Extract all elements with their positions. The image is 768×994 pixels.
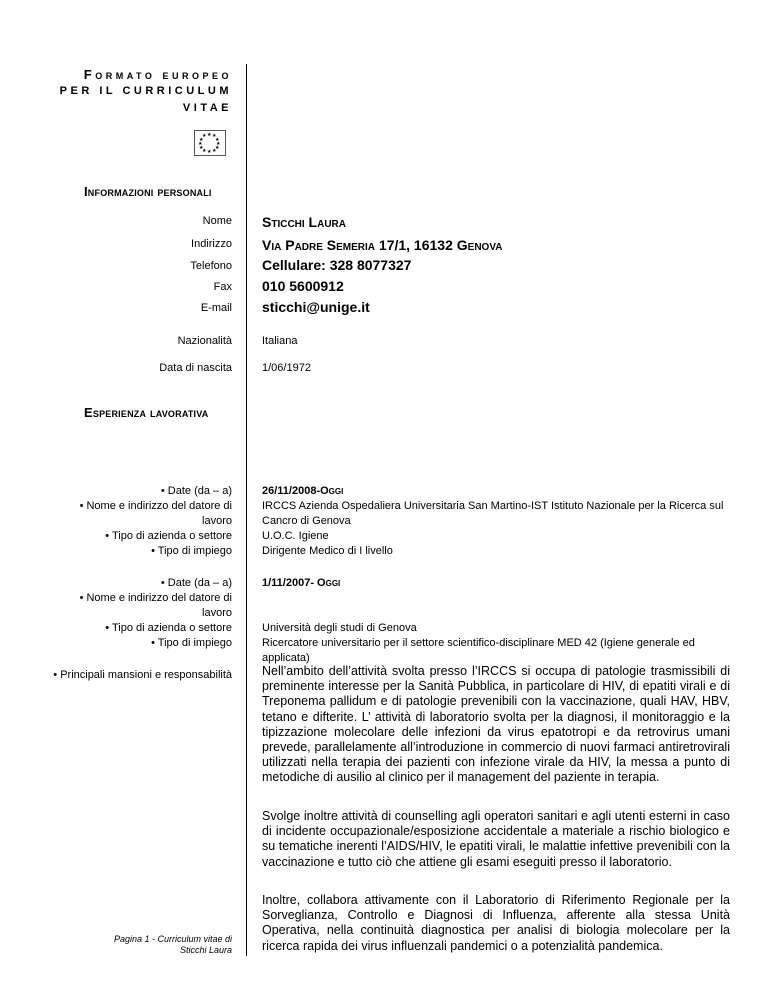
label-duties: • Principali mansioni e responsabilità xyxy=(53,669,232,681)
label-date: • Date (da – a) xyxy=(160,485,232,497)
label-indirizzo: Indirizzo xyxy=(191,238,232,250)
section-personal-title: Informazioni personali xyxy=(84,184,212,199)
label-data-nascita: Data di nascita xyxy=(159,362,232,374)
value-email[interactable]: sticchi@unige.it xyxy=(262,299,370,315)
label-employer-cont: lavoro xyxy=(202,607,232,619)
label-fax: Fax xyxy=(213,281,232,293)
value-telefono: Cellulare: 328 8077327 xyxy=(262,257,412,273)
section-experience-title: Esperienza lavorativa xyxy=(84,405,209,420)
label-job-type: • Tipo di impiego xyxy=(151,545,232,557)
value-nome: Sticchi Laura xyxy=(262,214,346,230)
label-sector: • Tipo di azienda o settore xyxy=(105,530,232,542)
duties-paragraph-1: Nell’ambito dell’attività svolta presso l’IRCCS si occupa di patologie trasmissibili di preminente interesse per la Sanità Pubblica, in particolare di HIV, di epatiti virali e di Treponema pallidum e di patologie prevenibili con la vaccinazione, quali HAV, HBV, tetano e difterite. L’ attività di laboratorio svolta per la diagnosi, il monitoraggio e la tipizzazione molecolare delle infezioni da virus epatotropi e da retrovirus umani prevede, parallelamente all’introduzione in commercio di nuovi farmaci antiretrovirali utilizzati nella terapia dei pazienti con infezione virale da HIV, la messa a punto di metodiche di ausilio al clinico per il management del paziente in terapia. xyxy=(262,664,730,785)
exp1-date: 26/11/2008-Oggi xyxy=(262,485,344,497)
label-date: • Date (da – a) xyxy=(160,577,232,589)
label-telefono: Telefono xyxy=(190,260,232,272)
label-sector: • Tipo di azienda o settore xyxy=(105,622,232,634)
label-nome: Nome xyxy=(202,215,232,227)
footer-line-1: Pagina 1 - Curriculum vitae di xyxy=(113,934,232,944)
header-line-2: PER IL CURRICULUM xyxy=(59,85,232,97)
value-data-nascita: 1/06/1972 xyxy=(262,362,311,374)
label-employer-cont: lavoro xyxy=(202,515,232,527)
exp2-sector: Università degli studi di Genova xyxy=(262,622,417,634)
value-nazionalita: Italiana xyxy=(262,335,298,347)
exp1-sector: U.O.C. Igiene xyxy=(262,530,329,542)
duties-paragraph-3: Inoltre, collabora attivamente con il Laboratorio di Riferimento Regionale per la Sorveglianza, Controllo e Diagnosi di Influenza, afferente alla stessa Unità Operativa, nella continuità diagnostica per analisi di biologia molecolare per la ricerca rapida dei virus influenzali pandemici o a potenzialità pandemica. xyxy=(262,893,730,953)
footer-line-2: Sticchi Laura xyxy=(179,945,232,955)
exp2-date: 1/11/2007- Oggi xyxy=(262,577,341,589)
exp2-labels xyxy=(80,576,232,651)
value-fax: 010 5600912 xyxy=(262,278,344,294)
cv-header xyxy=(60,66,232,117)
label-employer: • Nome e indirizzo del datore di xyxy=(79,500,232,512)
label-job-type: • Tipo di impiego xyxy=(151,637,232,649)
vertical-divider xyxy=(246,64,247,956)
value-indirizzo: Via Padre Semeria 17/1, 16132 Genova xyxy=(262,237,503,253)
duties-paragraph-2: Svolge inoltre attività di counselling agli operatori sanitari e agli utenti esterni in caso di incidente occupazionale/esposizione accidentale a materiale a rischio biologico e su tematiche inerenti l’AIDS/HIV, le epatiti virali, le malattie infettive prevenibili con la vaccinazione e tutto ciò che attiene gli esami eseguiti presso il laboratorio. xyxy=(262,809,730,869)
label-email: E-mail xyxy=(200,302,232,314)
page-footer xyxy=(114,934,232,956)
header-line-3: VITAE xyxy=(182,102,232,114)
eu-flag-icon: ★ ★ ★ ★ ★ ★ ★ ★ ★ ★ ★ ★ xyxy=(194,130,226,156)
exp1-employer: IRCCS Azienda Ospedaliera Universitaria San Martino-IST Istituto Nazionale per la Ricerca sul Cancro di Genova xyxy=(262,500,724,527)
label-employer: • Nome e indirizzo del datore di xyxy=(79,592,232,604)
exp1-values xyxy=(262,484,732,559)
exp2-job-type: Ricercatore universitario per il settore scientifico-disciplinare MED 42 (Igiene generale ed applicata) xyxy=(262,637,695,664)
header-line-1: Formato europeo xyxy=(83,67,232,82)
exp1-job-type: Dirigente Medico di I livello xyxy=(262,545,393,557)
exp1-labels xyxy=(80,484,232,559)
label-nazionalita: Nazionalità xyxy=(177,335,232,347)
